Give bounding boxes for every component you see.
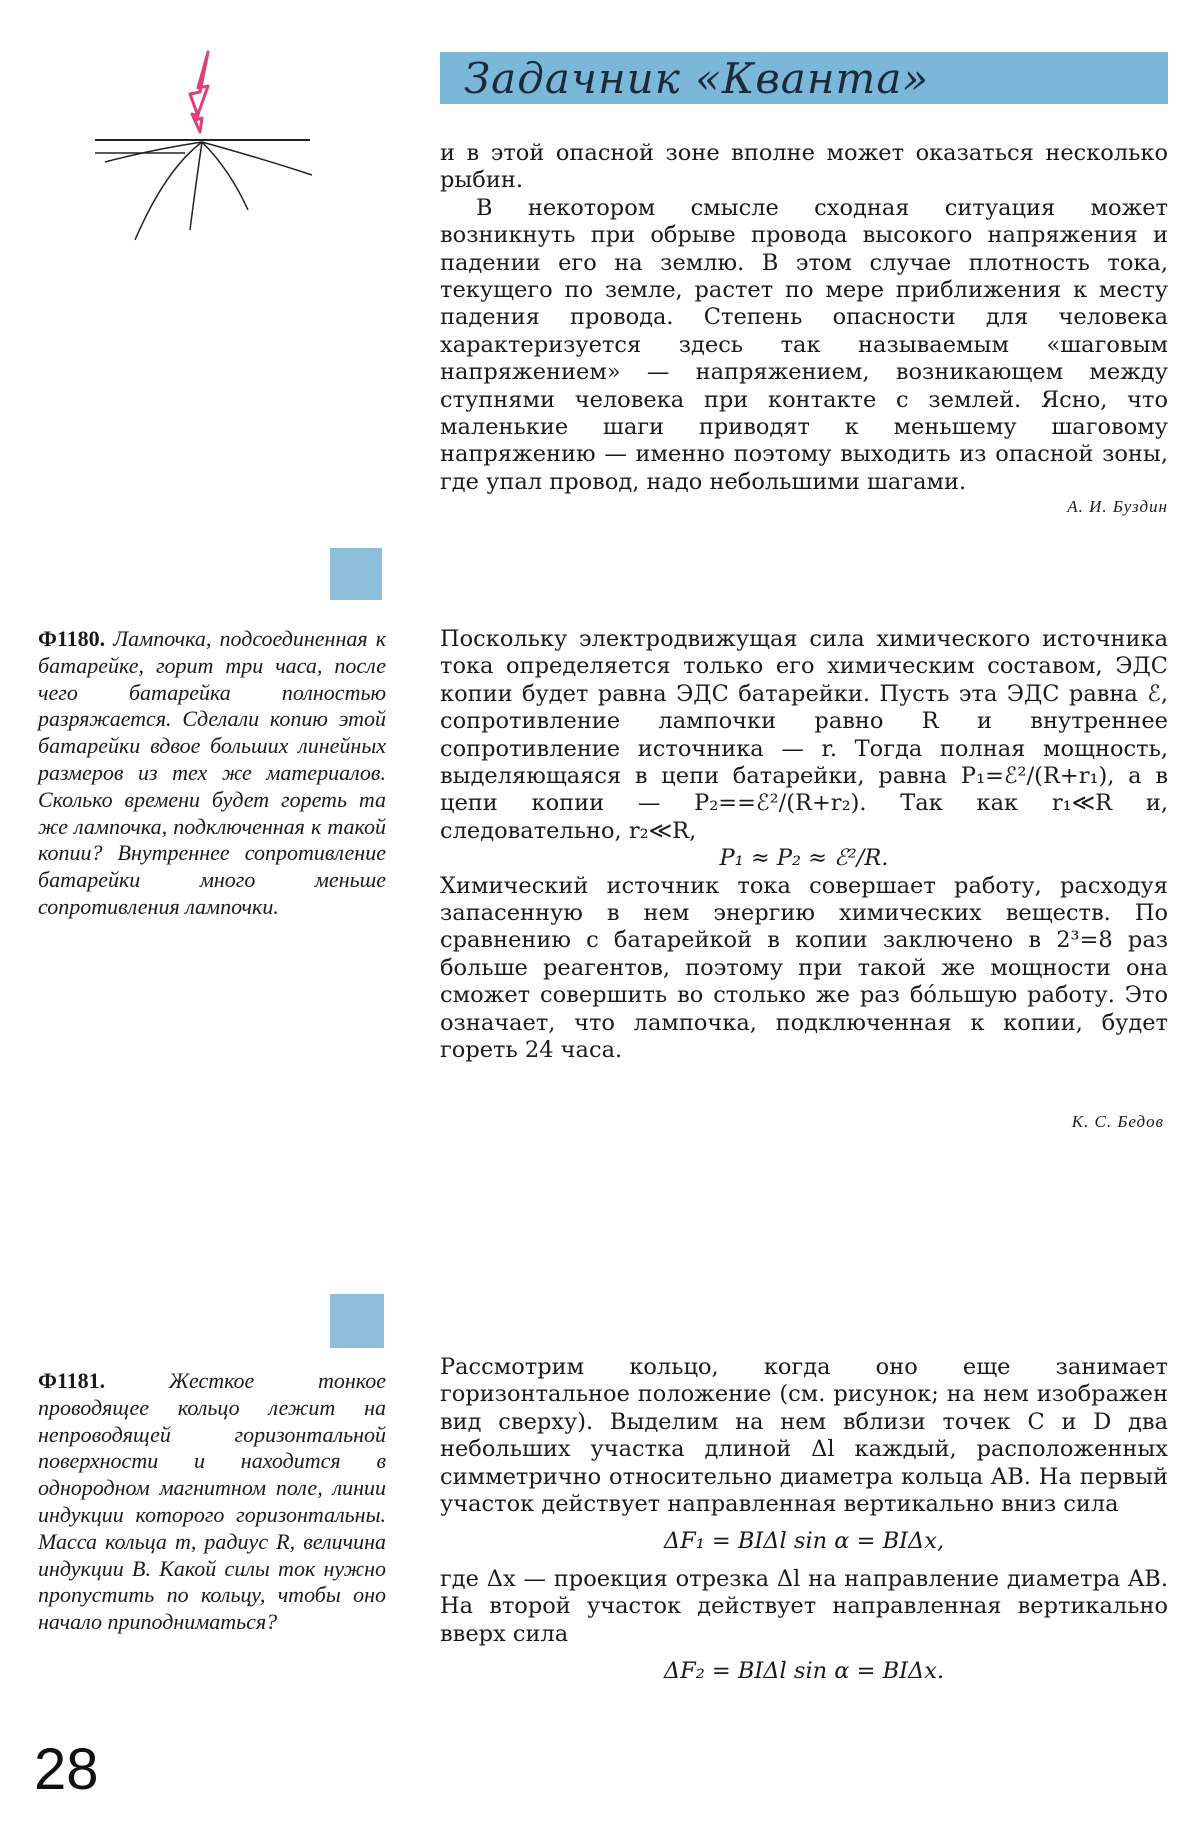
page-number: 28	[34, 1737, 99, 1802]
header-banner	[440, 52, 1168, 104]
solution-paragraph: Химический источник тока совершает работу, расходуя запасенную в нем энергию химических веществ. По сравнению с батарейкой в копии заключено в 2³=8 раз больше реагентов, поэтому при такой же мощности она сможет совершить во столько же раз бóльшую работу. Это означает, что лампочка, подключенная к копии, будет гореть 24 часа.	[440, 872, 1168, 1064]
formula-power: P₁ ≈ P₂ ≈ ℰ²/R.	[719, 845, 889, 872]
author-buzdin: А. И. Буздин	[1067, 497, 1168, 516]
author-bedov: К. С. Бедов	[1071, 1112, 1164, 1131]
solution-paragraph: Рассмотрим кольцо, когда оно еще занимает горизонтальное положение (см. рисунок; на нем изображен вид сверху). Выделим на нем вблизи точек C и D два небольших участка длиной Δl каждый, расположенных симметрично относительно диаметра кольца AB. На первый участок действует направленная вертикально вниз сила	[440, 1354, 1168, 1518]
solution-paragraph: где Δx — проекция отрезка Δl на направление диаметра AB. На второй участок действует направленная вертикально вверх сила	[440, 1565, 1168, 1647]
lightning-ground-figure	[90, 50, 320, 250]
problem-text: Жесткое тонкое проводящее кольцо лежит на непроводящей горизонтальной поверхности и находится в однородном магнитном поле, линии индукции которого горизонтальны. Масса кольца m, радиус R, величина индукции B. Какой силы ток нужно пропустить по кольцу, чтобы оно начало приподниматься?	[38, 1368, 386, 1635]
top-text-block	[440, 140, 1168, 496]
problem-1181-solution	[440, 1354, 1168, 1695]
section-title: Задачник «Кванта»	[464, 54, 930, 103]
problem-1181-statement	[38, 1368, 386, 1636]
problem-text: Лампочка, подсоединенная к батарейке, горит три часа, после чего батарейка полностью разряжается. Сделали копию этой батарейки вдвое больших линейных размеров из тех же материалов. Сколько времени будет гореть та же лампочка, подключенная к такой копии? Внутреннее сопротивление батарейки много меньше сопротивления лампочки.	[38, 626, 386, 919]
formula-force-1: ΔF₁ = BIΔl sin α = BIΔx,	[663, 1528, 945, 1555]
paragraph-step-voltage: В некотором смысле сходная ситуация может возникнуть при обрыве провода высокого напряжения и падении его на землю. В этом случае плотность тока, текущего по земле, растет по мере приближения к месту падения провода. Степень опасности для человека характеризуется здесь так называемым «шаговым напряжением» — напряжением, возникающем между ступнями человека при контакте с землей. Ясно, что маленькие шаги приводят к меньшему шаговому напряжению — именно поэтому выходить из опасной зоны, где упал провод, надо небольшими шагами.	[440, 194, 1168, 495]
solution-paragraph: Поскольку электродвижущая сила химического источника тока определяется только его химическим составом, ЭДС копии будет равна ЭДС батарейки. Пусть эта ЭДС равна ℰ, сопротивление лампочки равно R и внутреннее сопротивление источника — r. Тогда полная мощность, выделяющаяся в цепи батарейки, равна P₁=ℰ²/(R+r₁), а в цепи копии — P₂==ℰ²/(R+r₂). Так как r₁≪R и, следовательно, r₂≪R,	[440, 626, 1168, 844]
problem-marker-1180	[330, 548, 382, 600]
problem-number: Ф1181.	[38, 1368, 106, 1393]
lightning-diagram	[90, 50, 320, 250]
lightning-bolt-icon	[190, 52, 208, 132]
formula-force-2: ΔF₂ = BIΔl sin α = BIΔx.	[663, 1658, 945, 1685]
problem-marker-1181	[330, 1294, 384, 1348]
paragraph-continuation: и в этой опасной зоне вполне может оказаться несколько рыбин.	[440, 140, 1168, 194]
problem-1180-solution	[440, 626, 1168, 1065]
problem-number: Ф1180.	[38, 626, 106, 651]
problem-1180-statement	[38, 626, 386, 921]
